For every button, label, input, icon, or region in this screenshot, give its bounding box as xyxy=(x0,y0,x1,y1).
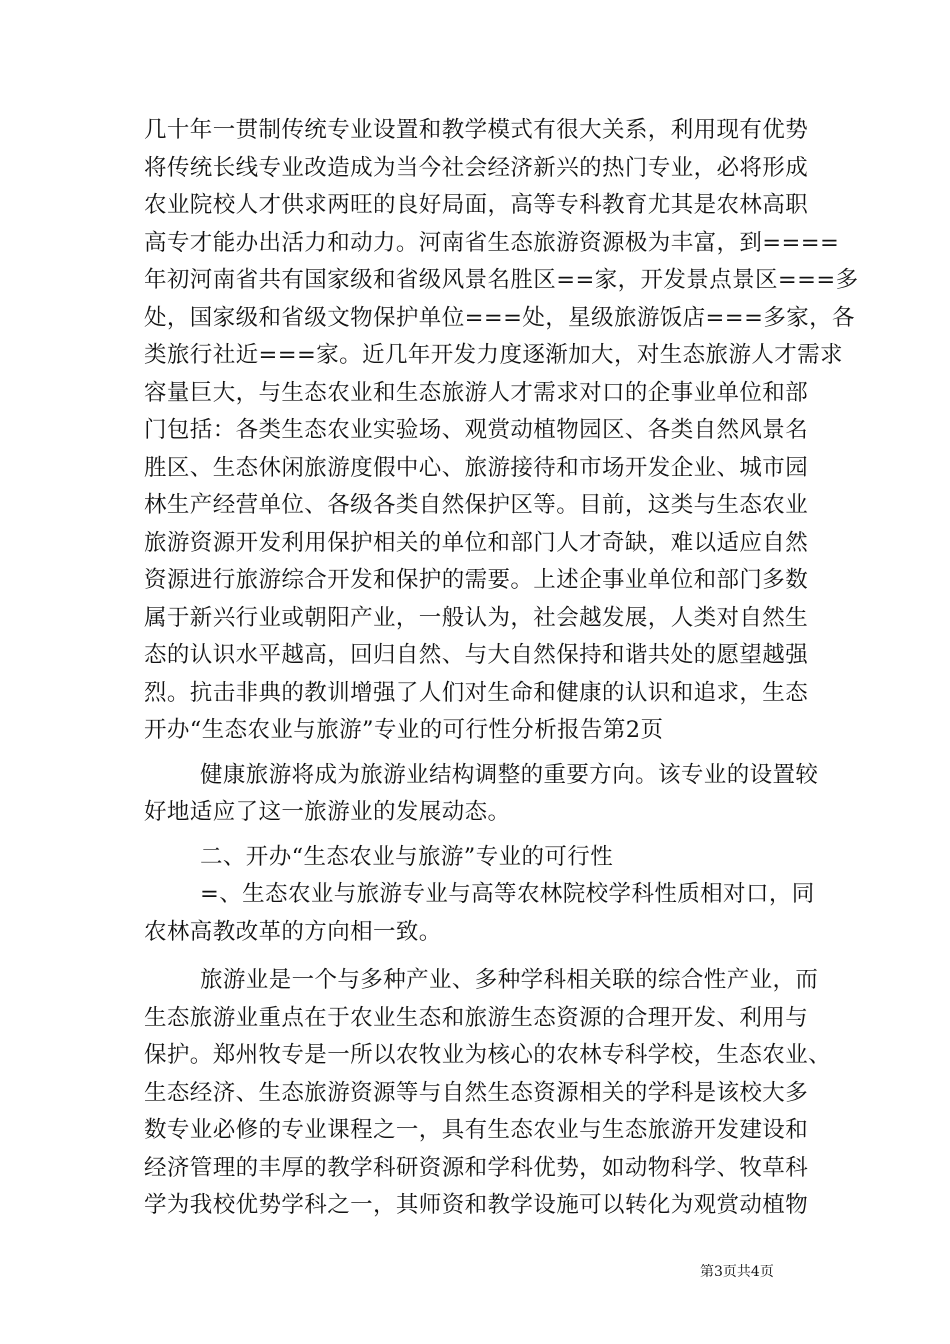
text-line: 旅游资源开发利用保护相关的单位和部门人才奇缺，难以适应自然 xyxy=(144,529,809,556)
text-line: 资源进行旅游综合开发和保护的需要。上述企事业单位和部门多数 xyxy=(144,567,809,593)
text-line: 年初河南省共有国家级和省级风景名胜区==家，开发景点景区===多 xyxy=(144,267,859,293)
page-number-footer: 第3页共4页 xyxy=(700,1264,774,1280)
text-line: 数专业必修的专业课程之一，具有生态农业与生态旅游开发建设和 xyxy=(144,1117,809,1143)
running-title-line: 开办“生态农业与旅游”专业的可行性分析报告第2页 xyxy=(144,717,664,743)
section-heading: 二、开办“生态农业与旅游”专业的可行性 xyxy=(200,843,614,870)
text-line: 门包括：各类生态农业实验场、观赏动植物园区、各类自然风景名 xyxy=(144,417,809,443)
text-line: 学为我校优势学科之一，其师资和教学设施可以转化为观赏动植物 xyxy=(144,1192,809,1218)
text-line: 高专才能办出活力和动力。河南省生态旅游资源极为丰富，到==== xyxy=(144,229,840,256)
text-line: 农林高教改革的方向相一致。 xyxy=(144,918,442,945)
text-line: 类旅行社近===家。近几年开发力度逐渐加大，对生态旅游人才需求 xyxy=(144,342,843,368)
paragraph-first-line: 旅游业是一个与多种产业、多种学科相关联的综合性产业，而 xyxy=(200,967,819,993)
text-line: 生态经济、生态旅游资源等与自然生态资源相关的学科是该校大多 xyxy=(144,1079,809,1106)
text-line: 林生产经营单位、各级各类自然保护区等。目前，这类与生态农业 xyxy=(144,492,809,518)
text-line: 好地适应了这一旅游业的发展动态。 xyxy=(144,799,511,825)
text-line: 属于新兴行业或朝阳产业，一般认为，社会越发展，人类对自然生 xyxy=(144,604,809,631)
text-line: 将传统长线专业改造成为当今社会经济新兴的热门专业，必将形成 xyxy=(144,154,809,181)
text-line: 烈。抗击非典的教训增强了人们对生命和健康的认识和追求，生态 xyxy=(144,679,809,706)
text-line: 处，国家级和省级文物保护单位===处，星级旅游饭店===多家，各 xyxy=(144,304,855,331)
text-line: 经济管理的丰厚的教学科研资源和学科优势，如动物科学、牧草科 xyxy=(144,1154,809,1181)
body-text xyxy=(144,112,859,1225)
subsection-heading: =、生态农业与旅游专业与高等农林院校学科性质相对口，同 xyxy=(200,881,815,907)
text-line: 态的认识水平越高，回归自然、与大自然保持和谐共处的愿望越强 xyxy=(144,642,809,668)
text-line: 容量巨大，与生态农业和生态旅游人才需求对口的企事业单位和部 xyxy=(144,379,809,406)
text-line: 农业院校人才供求两旺的良好局面，高等专科教育尤其是农林高职 xyxy=(144,192,809,218)
text-line: 几十年一贯制传统专业设置和教学模式有很大关系，利用现有优势 xyxy=(144,117,809,143)
text-line: 胜区、生态休闲旅游度假中心、旅游接待和市场开发企业、城市园 xyxy=(144,454,809,481)
text-line: 保护。郑州牧专是一所以农牧业为核心的农林专科学校，生态农业、 xyxy=(144,1042,832,1068)
paragraph-first-line: 健康旅游将成为旅游业结构调整的重要方向。该专业的设置较 xyxy=(200,761,819,788)
text-line: 生态旅游业重点在于农业生态和旅游生态资源的合理开发、利用与 xyxy=(144,1004,809,1031)
